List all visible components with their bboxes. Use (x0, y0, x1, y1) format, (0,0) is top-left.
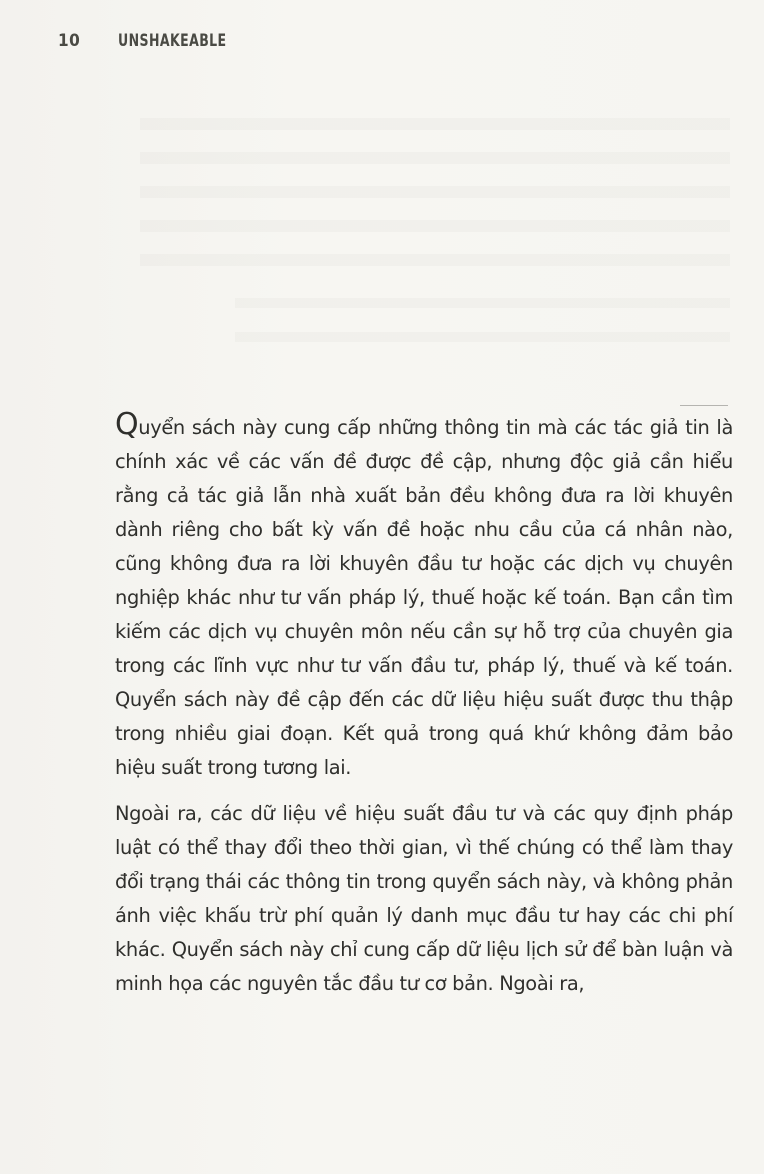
decorative-rule (680, 405, 728, 406)
body-text (115, 407, 733, 1001)
paragraph-2: Ngoài ra, các dữ liệu về hiệu suất đầu tư và các quy định pháp luật có thể thay đổi theo thời gian, vì thế chúng có thể làm thay đổi trạng thái các thông tin trong quyển sách này, và không phản ánh việc khấu trừ phí quản lý danh mục đầu tư hay các chi phí khác. Quyển sách này chỉ cung cấp dữ liệu lịch sử để bàn luận và minh họa các nguyên tắc đầu tư cơ bản. Ngoài ra, (115, 802, 733, 995)
paragraph-1: Quyển sách này cung cấp những thông tin mà các tác giả tin là chính xác về các vấn đề được đề cập, nhưng độc giả cần hiểu rằng cả tác giả lẫn nhà xuất bản đều không đưa ra lời khuyên dành riêng cho bất kỳ vấn đề hoặc nhu cầu của cá nhân nào, cũng không đưa ra lời khuyên đầu tư hoặc các dịch vụ chuyên nghiệp khác như tư vấn pháp lý, thuế hoặc kế toán. Bạn cần tìm kiếm các dịch vụ chuyên môn nếu cần sự hỗ trợ của chuyên gia trong các lĩnh vực như tư vấn đầu tư, pháp lý, thuế và kế toán. Quyển sách này đề cập đến các dữ liệu hiệu suất được thu thập trong nhiều giai đoạn. Kết quả trong quá khứ không đảm bảo hiệu suất trong tương lai. (115, 407, 733, 779)
bleed-through-shading (140, 118, 730, 268)
page-number: 10 (58, 31, 81, 51)
page-header (58, 28, 251, 54)
bleed-through-shading-2 (235, 298, 730, 358)
running-title: UNSHAKEABLE (118, 31, 227, 51)
